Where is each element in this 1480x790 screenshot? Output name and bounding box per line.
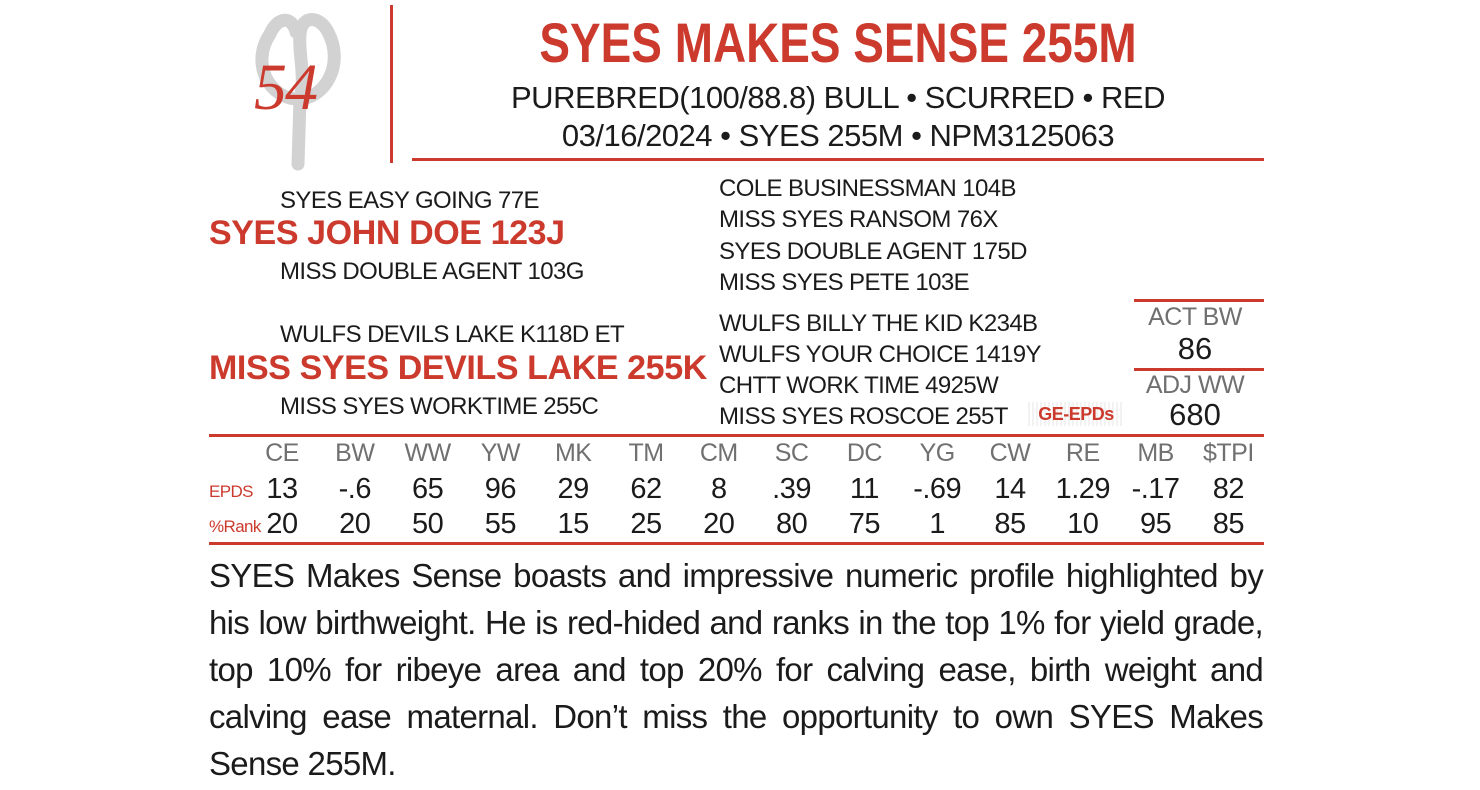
dam-dam-dam: MISS SYES ROSCOE 255T — [719, 403, 1008, 430]
rank-value-bw: 20 — [339, 508, 371, 540]
adj-ww-label: ADJ WW — [1145, 371, 1245, 399]
rank-value-cw: 85 — [994, 508, 1026, 540]
adj-ww-value: 680 — [1169, 397, 1221, 432]
sire-dam-dam: MISS SYES PETE 103E — [719, 269, 970, 296]
rank-value-ww: 50 — [411, 508, 444, 540]
lot-id-line: 03/16/2024 • SYES 255M • NPM3125063 — [561, 118, 1115, 153]
dam-sire-dam: WULFS YOUR CHOICE 1419Y — [719, 341, 1041, 368]
epd-header-tm: TM — [628, 439, 664, 467]
sire-sire: SYES EASY GOING 77E — [280, 187, 539, 214]
epd-value-ww: 65 — [411, 473, 444, 505]
weights-top-rule — [1134, 299, 1264, 302]
epd-value-yw: 96 — [484, 473, 517, 505]
epd-header-cw: CW — [989, 439, 1031, 467]
act-bw-label: ACT BW — [1148, 303, 1242, 331]
sire-dam: MISS DOUBLE AGENT 103G — [280, 258, 584, 285]
epd-value-re: 1.29 — [1055, 473, 1111, 505]
rank-row-label: %Rank — [209, 517, 261, 536]
sire-sire-sire: COLE BUSINESSMAN 104B — [719, 175, 1016, 202]
title-rule — [412, 158, 1264, 161]
epd-value-cm: 8 — [710, 473, 727, 505]
rank-value-tm: 25 — [630, 508, 662, 540]
epd-value-tm: 62 — [630, 473, 662, 505]
epd-header-re: RE — [1065, 439, 1100, 467]
epd-header-sc: SC — [774, 439, 809, 467]
lot-title: SYES MAKES SENSE 255M — [539, 11, 1137, 74]
epd-header-mb: MB — [1137, 439, 1174, 467]
header-divider — [390, 5, 393, 163]
epd-value-dc: 11 — [849, 473, 879, 505]
ge-epd-badge: GE-EPDs — [1028, 402, 1124, 426]
epd-header-yg: YG — [919, 439, 955, 467]
rank-value-cm: 20 — [703, 508, 735, 540]
lot-breed-line: PUREBRED(100/88.8) BULL • SCURRED • RED — [511, 80, 1165, 115]
table-bottom-rule — [209, 542, 1264, 545]
epd-header-ww: WW — [404, 439, 451, 467]
epd-value-bw: -.6 — [338, 473, 371, 505]
rank-value-yg: 1 — [929, 508, 945, 540]
act-bw-value: 86 — [1177, 331, 1213, 366]
rank-value-ce: 20 — [266, 508, 298, 540]
epd-header-bw: BW — [335, 439, 375, 467]
dam-sire-sire: WULFS BILLY THE KID K234B — [719, 310, 1038, 337]
rank-value-yw: 55 — [484, 508, 517, 540]
epd-header-mk: MK — [554, 439, 592, 467]
rank-value-dc: 75 — [848, 508, 881, 540]
epd-value-mk: 29 — [557, 473, 589, 505]
epd-value-ce: 13 — [266, 473, 298, 505]
table-top-rule — [209, 434, 1264, 437]
lot-description: SYES Makes Sense boasts and impressive numeric profile highlighted by his low birthweight. He is red-hided and ranks in the top 1% for yield grade, top 10% for ribeye area and top 20% for calving ease, birth weight and calving ease maternal. Don’t miss the opportunity to own SYES Makes Sense 255M. — [209, 557, 1263, 782]
sire-dam-sire: SYES DOUBLE AGENT 175D — [719, 238, 1027, 265]
sire-name: SYES JOHN DOE 123J — [209, 214, 565, 252]
epd-header-dc: DC — [846, 439, 882, 467]
epd-header-tpi: $TPI — [1202, 439, 1254, 467]
epd-value-sc: .39 — [772, 473, 811, 505]
dam-dam: MISS SYES WORKTIME 255C — [280, 393, 599, 420]
dam-sire: WULFS DEVILS LAKE K118D ET — [280, 321, 625, 348]
rank-value-mb: 95 — [1139, 508, 1172, 540]
epd-header-ce: CE — [265, 439, 299, 467]
lot-number: 54 — [254, 51, 316, 124]
epds-row-label: EPDS — [209, 482, 253, 501]
sire-sire-dam: MISS SYES RANSOM 76X — [719, 206, 998, 233]
epd-value-cw: 14 — [994, 473, 1026, 505]
epd-value-tpi: 82 — [1212, 473, 1245, 505]
epd-header-cm: CM — [699, 439, 738, 467]
rank-value-tpi: 85 — [1212, 508, 1245, 540]
dam-name: MISS SYES DEVILS LAKE 255K — [209, 349, 707, 387]
epd-header-yw: YW — [480, 439, 521, 467]
dam-dam-sire: CHTT WORK TIME 4925W — [719, 372, 999, 399]
rank-value-mk: 15 — [557, 508, 589, 540]
rank-value-sc: 80 — [775, 508, 808, 540]
rank-value-re: 10 — [1067, 508, 1099, 540]
epd-value-mb: -.17 — [1131, 473, 1180, 505]
epd-value-yg: -.69 — [913, 473, 962, 505]
